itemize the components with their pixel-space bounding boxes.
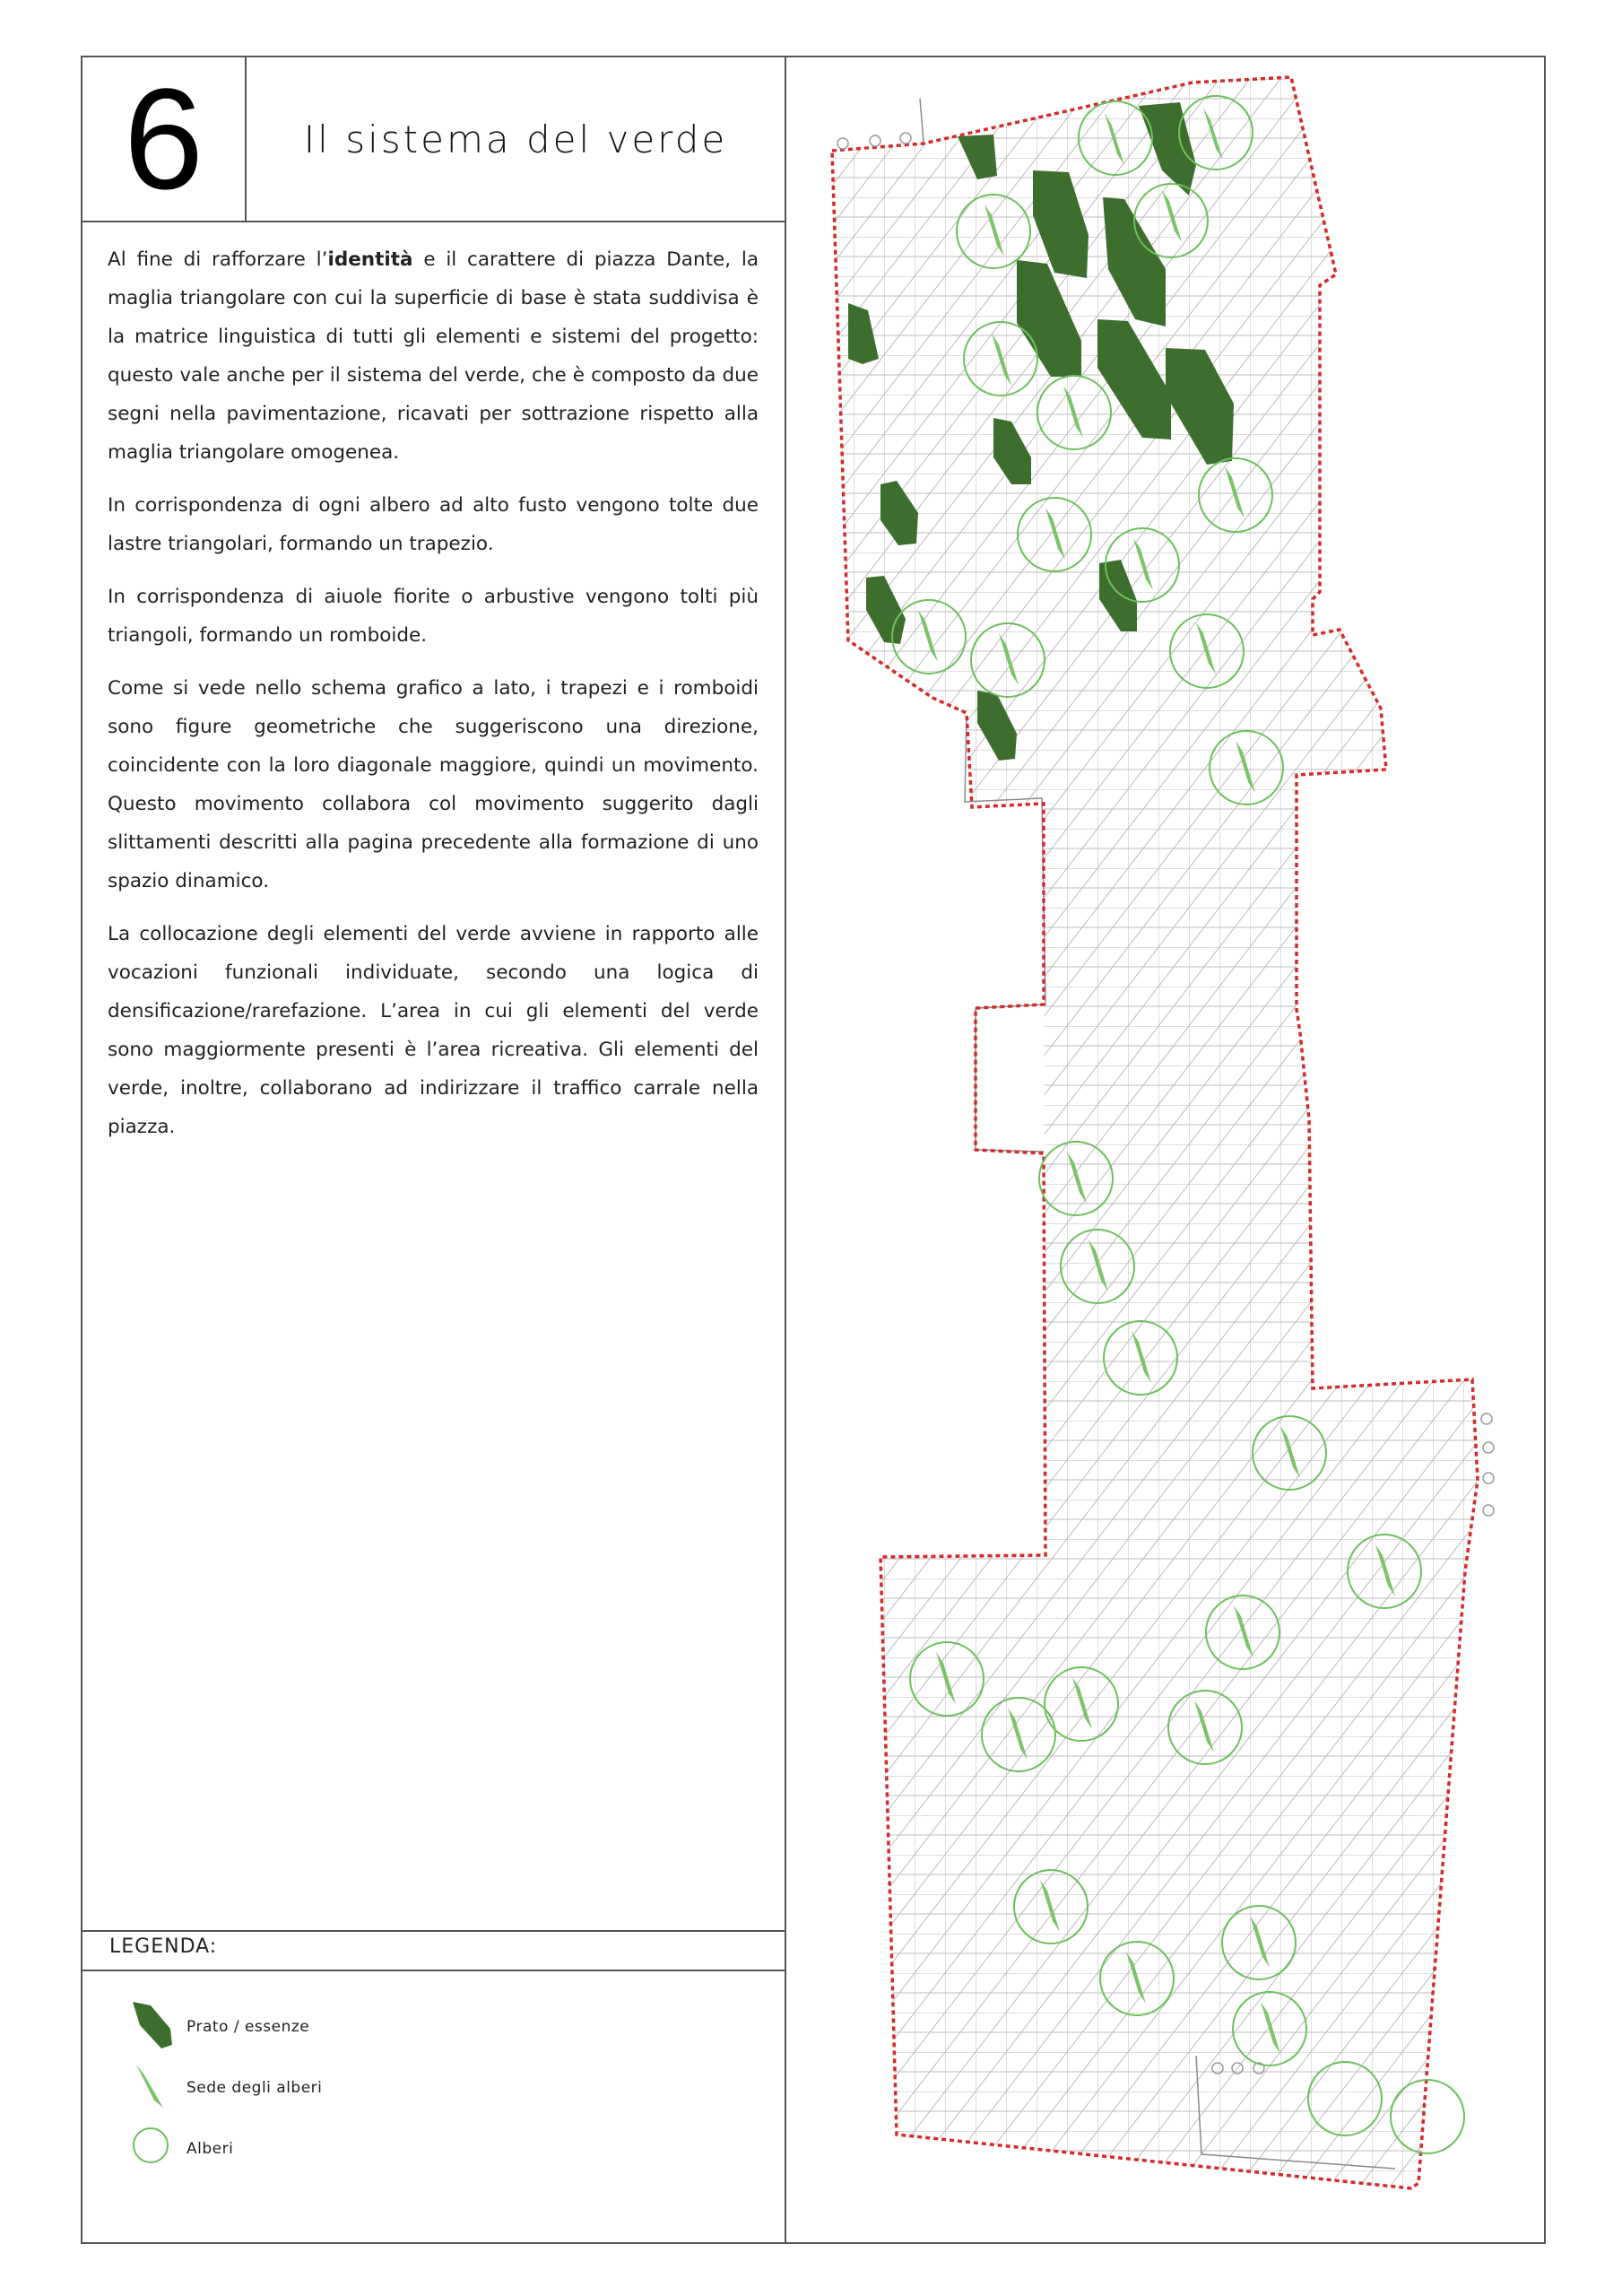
p1-text-a: Al fine di rafforzare l’	[108, 248, 328, 271]
paragraph-1	[108, 240, 759, 472]
legend-label-lawn: Prato / essenze	[186, 2018, 310, 2036]
legend-label-tree: Alberi	[186, 2140, 234, 2158]
page-title: Il sistema del verde	[303, 117, 728, 161]
p1-text-b: e il carattere di piazza Dante, la maglia triangolare con cui la superficie di base è stata suddivisa è la matrice linguistica di tutti gli elementi e sistemi del progetto: questo vale anche per il sistema del verde, che è composto da due segni nella pavimentazione, ricavati per sottrazione rispetto alla maglia triangolare omogenea.	[108, 248, 759, 464]
legend-title: LEGENDA:	[109, 1935, 218, 1958]
legend-label-tree-seat: Sede degli alberi	[186, 2079, 323, 2097]
tree-circle-icon	[126, 2118, 179, 2172]
legend-item-lawn	[126, 1998, 502, 2052]
tree-seat-rhombus-icon	[126, 2059, 179, 2113]
paragraph-4: Come si vede nello schema grafico a lato, i trapezi e i romboidi sono figure geometriche che suggeriscono una direzione, coincidente con la loro diagonale maggiore, quindi un movimento. Questo movimento collabora col movimento suggerito dagli slittamenti descritti alla pagina precedente alla formazione di uno spazio dinamico.	[108, 677, 759, 892]
paragraph-2: In corrispondenza di ogni albero ad alto fusto vengono tolte due lastre triangolari, formando un trapezio.	[108, 494, 759, 555]
legend-title-divider	[81, 1970, 786, 1971]
lawn-hexagon-icon	[126, 1998, 179, 2052]
p1-bold-word: identità	[327, 248, 413, 271]
section-number: 6	[124, 58, 204, 219]
section-number-box	[81, 56, 247, 222]
site-plan	[786, 57, 1544, 2242]
body-text	[108, 240, 759, 1161]
header-divider	[81, 221, 786, 222]
legend-top-divider	[81, 1930, 786, 1932]
legend-item-tree-seat	[126, 2059, 502, 2113]
legend-item-tree	[126, 2118, 502, 2172]
paragraph-5: La collocazione degli elementi del verde avviene in rapporto alle vocazioni funzionali individuate, secondo una logica di densificazione/rarefazione. L’area in cui gli elementi del verde sono maggiormente presenti è l’area ricreativa. Gli elementi del verde, inoltre, collaborano ad indirizzare il traffico carrale nella piazza.	[108, 923, 759, 1138]
plan-boundary-grey-top	[920, 99, 924, 142]
paragraph-3: In corrispondenza di aiuole fiorite o arbustive vengono tolti più triangoli, formando un romboide.	[108, 586, 759, 647]
